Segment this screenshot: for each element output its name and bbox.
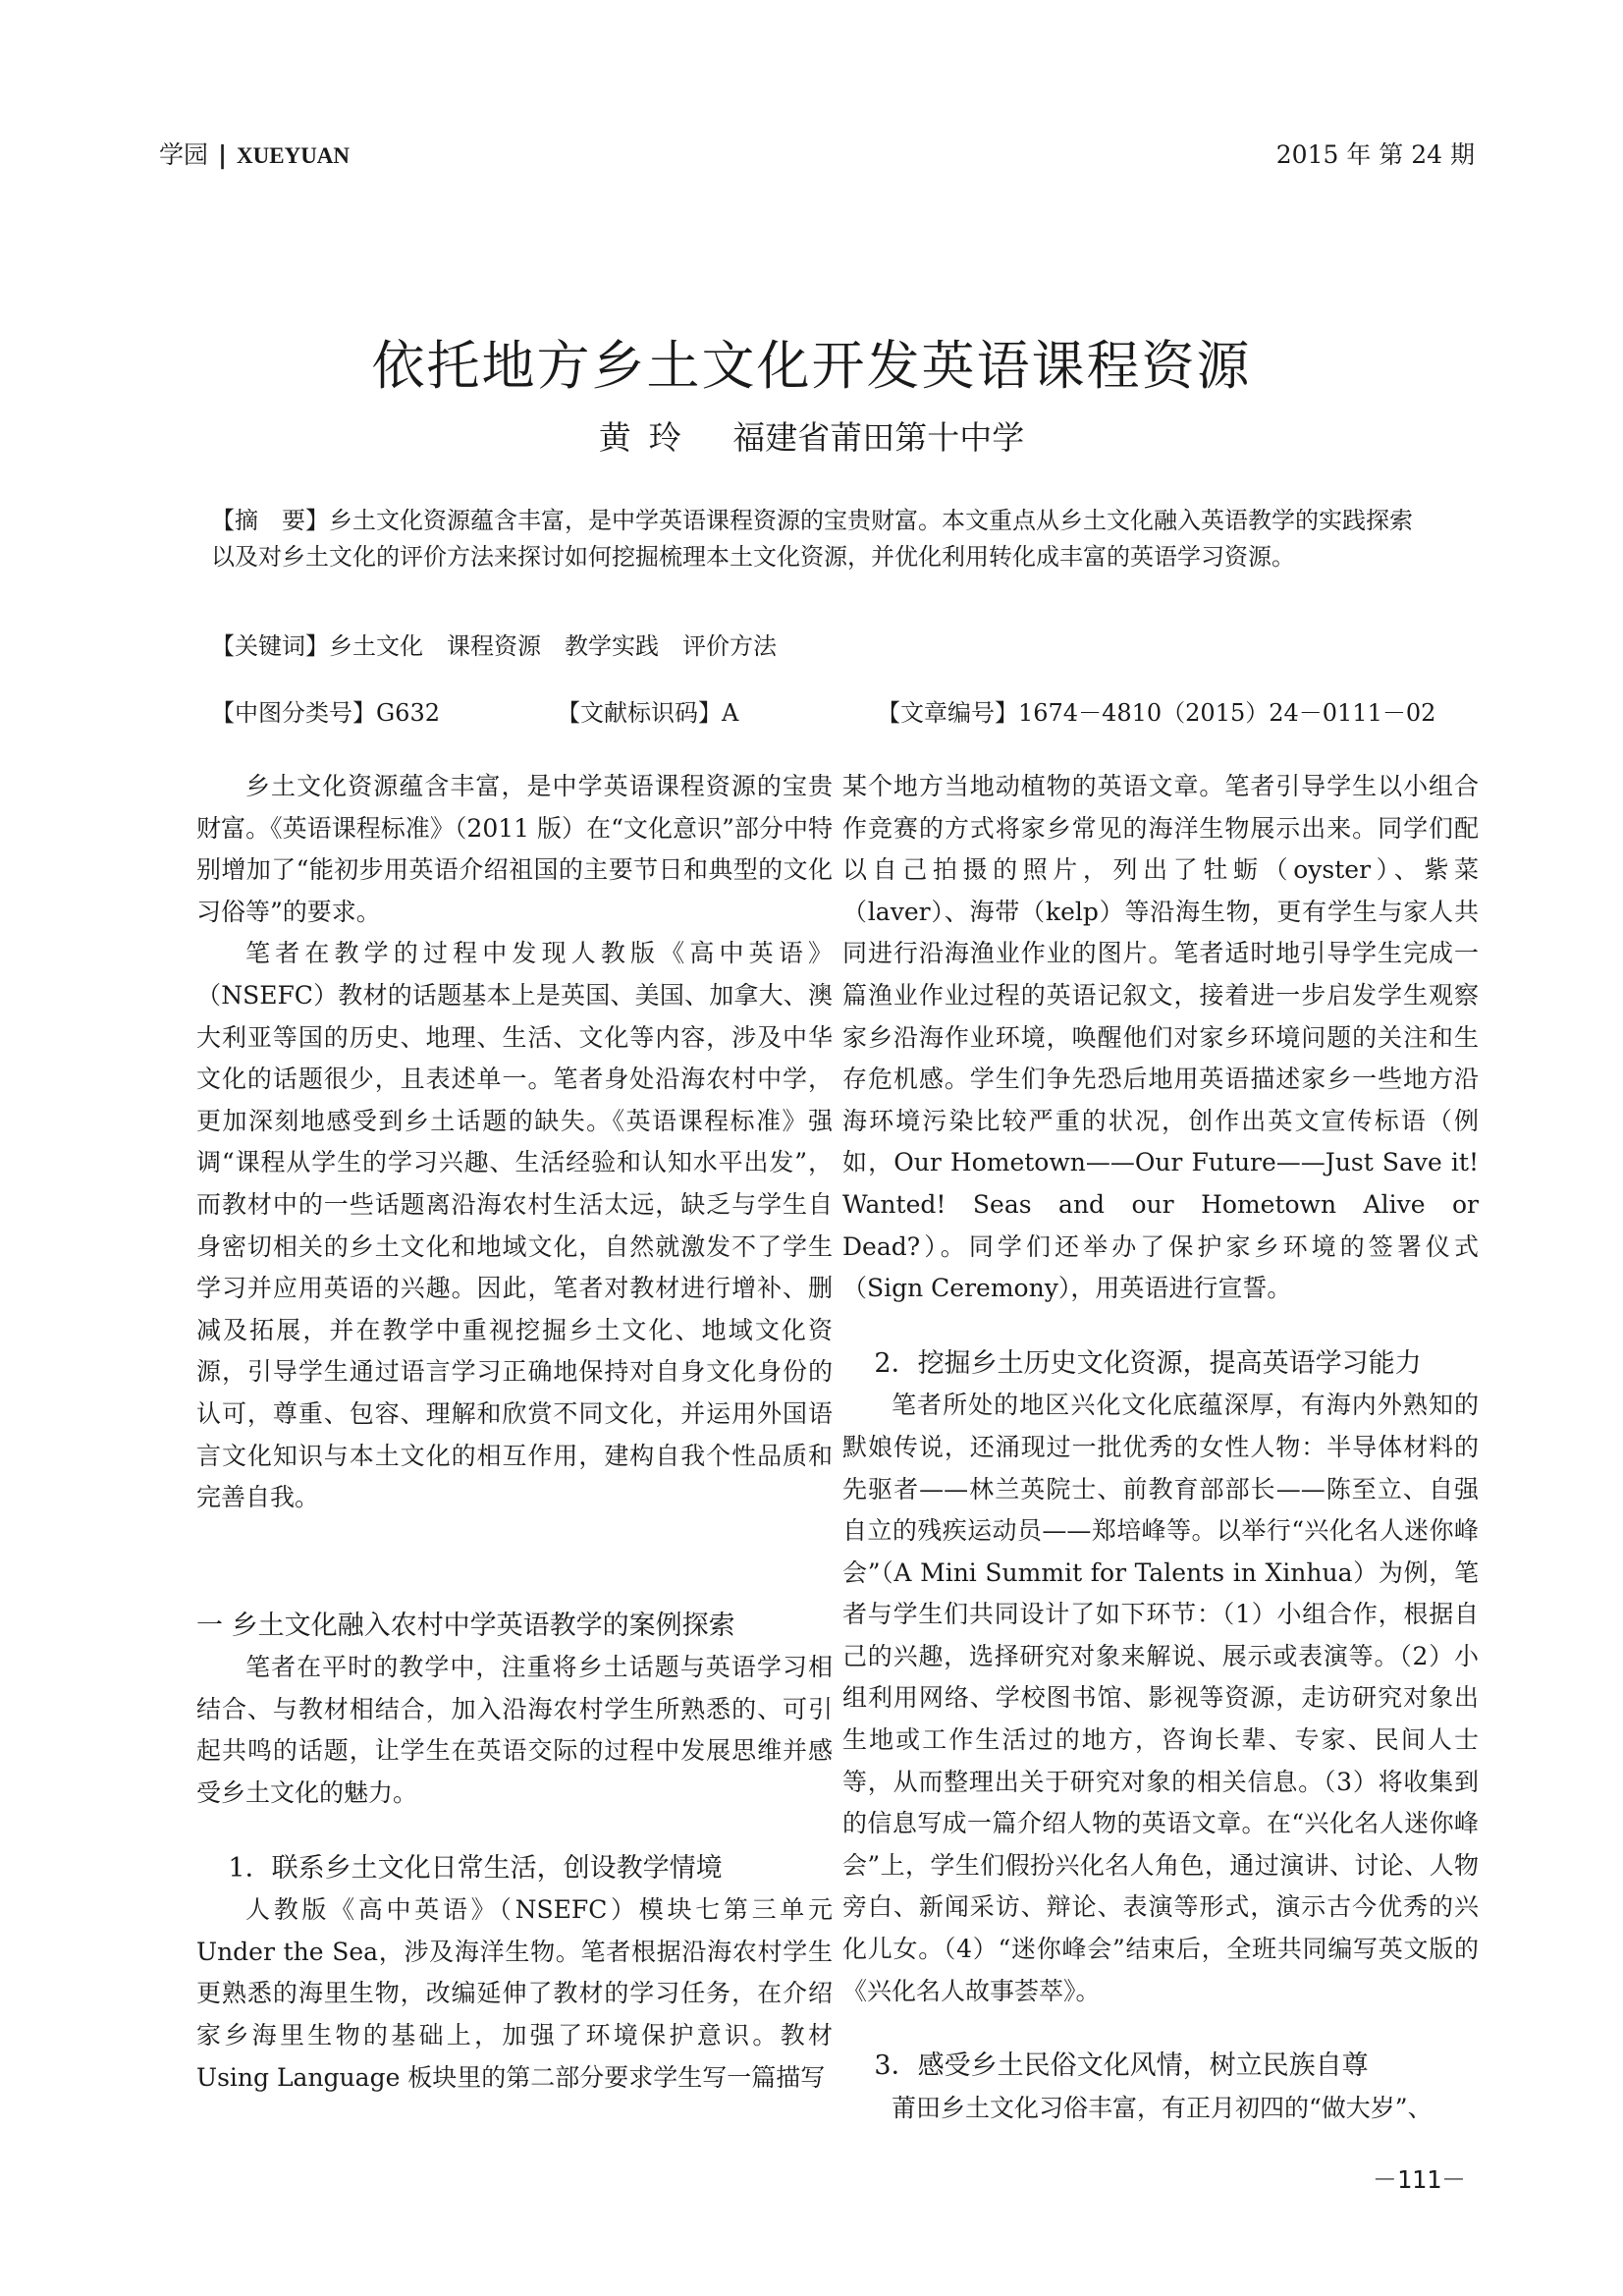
running-head — [159, 136, 1475, 175]
document-code: 【文献标识码】A — [557, 699, 739, 727]
body-paragraph: 乡土文化资源蕴含丰富，是中学英语课程资源的宝贵财富。《英语课程标准》（2011 版）在“文化意识”部分中特别增加了“能初步用英语介绍祖国的主要节日和典型的文化习俗等”的要求。 — [196, 772, 833, 926]
subsection-heading: 3．感受乡土民俗文化风情，树立民族自尊 — [874, 2050, 1369, 2082]
journal-name — [159, 136, 350, 171]
keywords: 【关键词】乡土文化 课程资源 教学实践 评价方法 — [211, 632, 777, 660]
body-paragraph: 笔者在平时的教学中，注重将乡土话题与英语学习相结合、与教材相结合，加入沿海农村学生所熟悉的、可引起共鸣的话题，让学生在英语交际的过程中发展思维并感受乡土文化的魅力。 — [196, 1653, 833, 1808]
left-column — [196, 766, 833, 2099]
subsection-heading: 2．挖掘乡土历史文化资源，提高英语学习能力 — [874, 1347, 1422, 1379]
journal-name-cn: 学园 — [159, 140, 209, 169]
body-paragraph: 笔者所处的地区兴化文化底蕴深厚，有海内外熟知的默娘传说，还涌现过一批优秀的女性人物：半导体材料的先驱者——林兰英院士、前教育部部长——陈至立、自强自立的残疾运动员——郑培峰等。以举行“兴化名人迷你峰会”（A Mini Summit for Talents in Xinhua）为例，笔者与学生们共同设计了如下环节：（1）小组合作，根据自己的兴趣，选择研究对象来解说、展示或表演等。（2）小组利用网络、学校图书馆、影视等资源，走访研究对象出生地或工作生活过的地方，咨询长辈、专家、民间人士等，从而整理出关于研究对象的相关信息。（3）将收集到的信息写成一篇介绍人物的英语文章。在“兴化名人迷你峰会”上，学生们假扮兴化名人角色，通过演讲、讨论、人物旁白、新闻采访、辩论、表演等形式，演示古今优秀的兴化儿女。（4）“迷你峰会”结束后，全班共同编写英文版的《兴化名人故事荟萃》。 — [842, 1391, 1479, 2005]
author-name: 黄玲 — [598, 418, 699, 457]
page-number: －111－ — [1372, 2165, 1466, 2194]
author-affiliation: 福建省莆田第十中学 — [732, 418, 1025, 457]
right-column — [842, 766, 1479, 2129]
section-heading: 一 乡土文化融入农村中学英语教学的案例探索 — [196, 1610, 735, 1641]
classification-line — [211, 693, 1436, 729]
subsection-heading: 1．联系乡土文化日常生活，创设教学情境 — [228, 1852, 723, 1884]
body-paragraph: 某个地方当地动植物的英语文章。笔者引导学生以小组合作竞赛的方式将家乡常见的海洋生物展示出来。同学们配以自己拍摄的照片，列出了牡蛎（oyster）、紫菜（laver）、海带（kelp）等沿海生物，更有学生与家人共同进行沿海渔业作业的图片。笔者适时地引导学生完成一篇渔业作业过程的英语记叙文，接着进一步启发学生观察家乡沿海作业环境，唤醒他们对家乡环境问题的关注和生存危机感。学生们争先恐后地用英语描述家乡一些地方沿海环境污染比较严重的状况，创作出英文宣传标语（例如，Our Hometown——Our Future——Just Save it! Wanted! Seas and our Hometown Alive or Dead?）。同学们还举办了保护家乡环境的签署仪式（Sign Ceremony），用英语进行宣誓。 — [842, 772, 1479, 1303]
byline — [0, 412, 1623, 459]
article-number: 【文章编号】1674－4810（2015）24－0111－02 — [877, 699, 1436, 727]
body-paragraph: 笔者在教学的过程中发现人教版《高中英语》（NSEFC）教材的话题基本上是英国、美国、加拿大、澳大利亚等国的历史、地理、生活、文化等内容，涉及中华文化的话题很少，且表述单一。笔者身处沿海农村中学，更加深刻地感受到乡土话题的缺失。《英语课程标准》强调“课程从学生的学习兴趣、生活经验和认知水平出发”，而教材中的一些话题离沿海农村生活太远，缺乏与学生自身密切相关的乡土文化和地域文化，自然就激发不了学生学习并应用英语的兴趣。因此，笔者对教材进行增补、删减及拓展，并在教学中重视挖掘乡土文化、地域文化资源，引导学生通过语言学习正确地保持对自身文化身份的认可，尊重、包容、理解和欣赏不同文化，并运用外国语言文化知识与本土文化的相互作用，建构自我个性品质和完善自我。 — [196, 939, 833, 1512]
body-paragraph: 莆田乡土文化习俗丰富，有正月初四的“做大岁”、 — [892, 2093, 1433, 2122]
journal-separator: | — [217, 140, 228, 169]
issue-label: 2015 年 第 24 期 — [1275, 140, 1475, 169]
abstract-text: 【摘 要】乡土文化资源蕴含丰富，是中学英语课程资源的宝贵财富。本文重点从乡土文化融入英语教学的实践探索以及对乡土文化的评价方法来探讨如何挖掘梳理本土文化资源，并优化利用转化成丰富的英语学习资源。 — [211, 507, 1413, 571]
body-paragraph: 人教版《高中英语》（NSEFC）模块七第三单元 Under the Sea，涉及海洋生物。笔者根据沿海农村学生更熟悉的海里生物，改编延伸了教材的学习任务，在介绍家乡海里生物的基础上，加强了环境保护意识。教材 Using Language 板块里的第二部分要求学生写一篇描写 — [196, 1895, 833, 2092]
journal-name-en: XUEYUAN — [237, 143, 351, 168]
clc-number: 【中图分类号】G632 — [211, 699, 440, 727]
abstract — [211, 503, 1419, 575]
article-title: 依托地方乡土文化开发英语课程资源 — [371, 335, 1252, 397]
